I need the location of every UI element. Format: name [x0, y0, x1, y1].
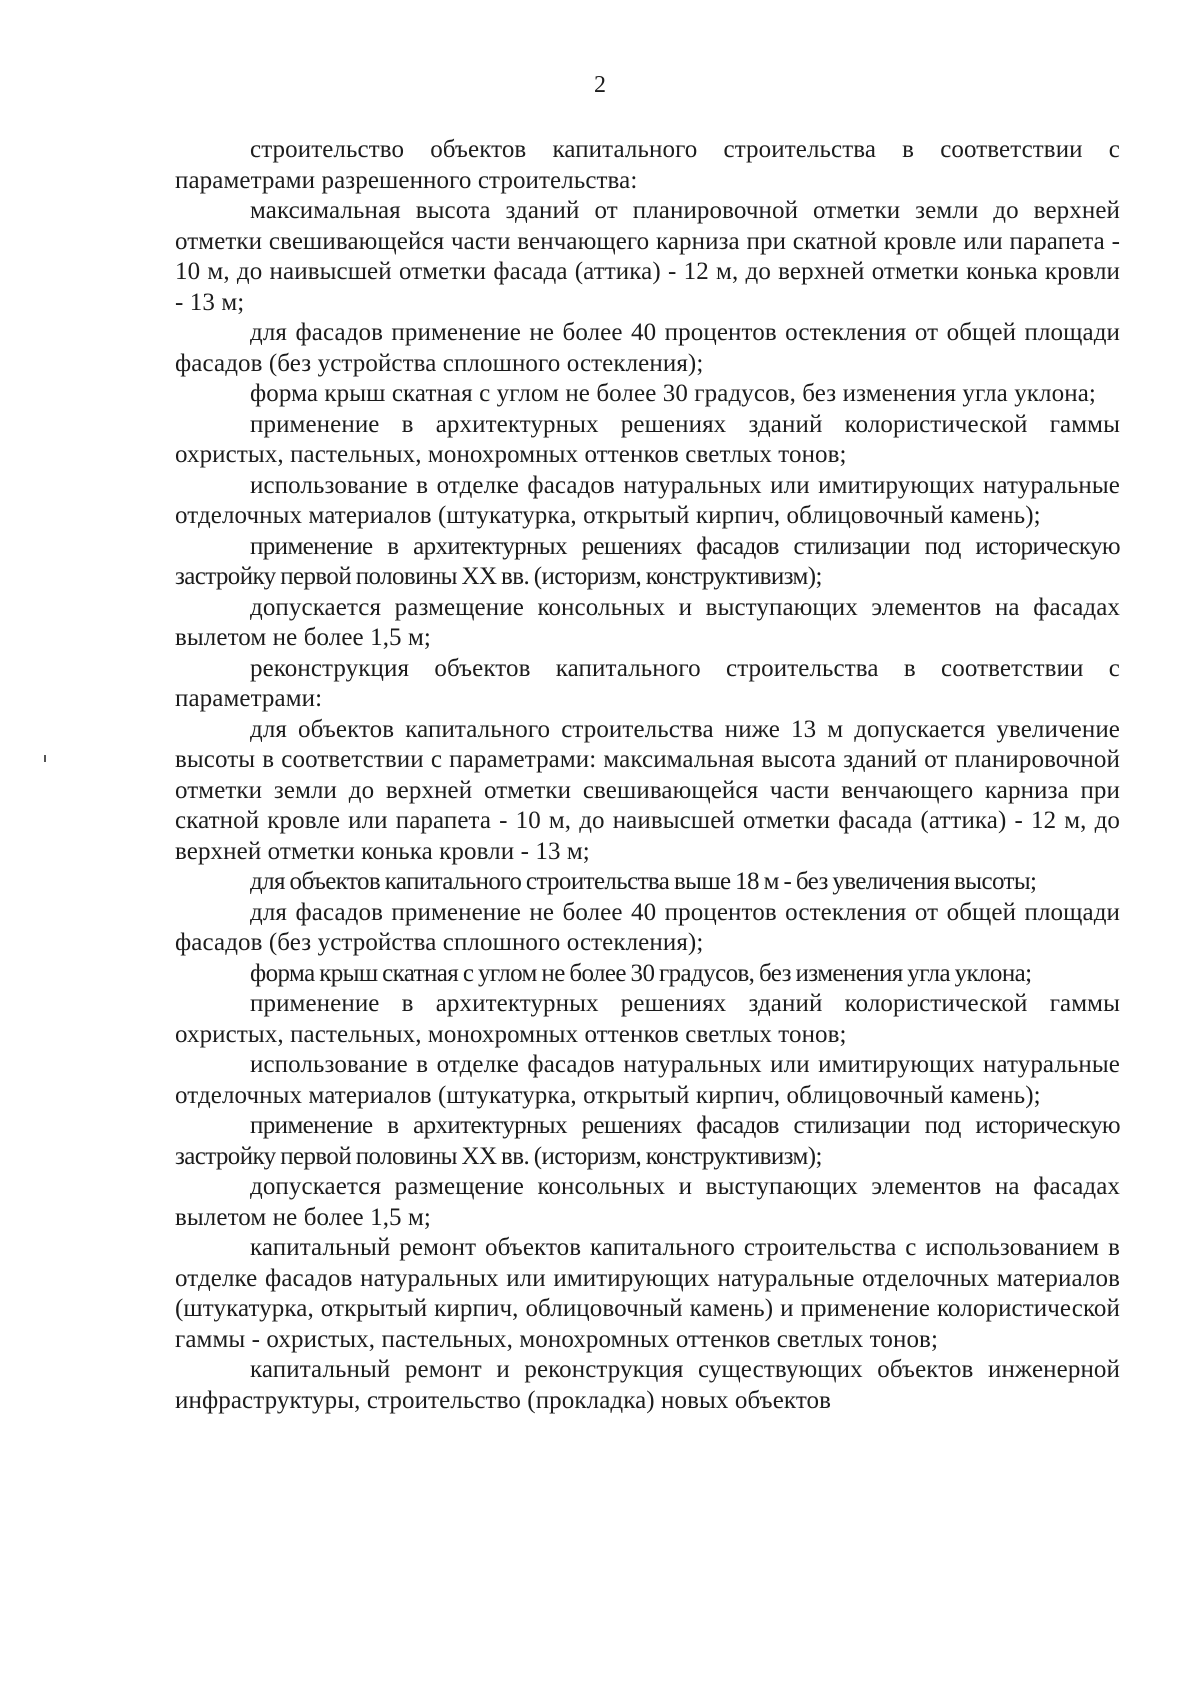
paragraph-height-increase: для объектов капитального строительства ниже 13 м допускается увеличение высоты в соответствии с параметрами: максимальная высота зданий от планировочной отметки земли до верхней отметки свешивающейся части венчающего карниза при скатной кровле или парапета - 10 м, до наивысшей отметки фасада (аттика) - 12 м, до верхней отметки конька кровли - 13 м; — [175, 715, 1120, 865]
document-body — [175, 135, 1120, 1416]
scan-artifact-mark — [44, 755, 46, 762]
paragraph-finishing-materials-reconstruction: использование в отделке фасадов натуральных или имитирующих натуральные отделочных материалов (штукатурка, открытый кирпич, облицовочный камень); — [175, 1051, 1120, 1109]
page-number: 2 — [594, 72, 606, 98]
paragraph-historical-stylization: применение в архитектурных решениях фасадов стилизации под историческую застройку первой половины XX вв. (историзм, конструктивизм); — [175, 532, 1120, 590]
paragraph-above-18m: для объектов капитального строительства выше 18 м - без увеличения высоты; — [250, 868, 1037, 895]
paragraph-capital-repair: капитальный ремонт объектов капитального строительства с использованием в отделке фасадов натуральных или имитирующих натуральные отделочных материалов (штукатурка, открытый кирпич, облицовочный камень) и применение колористической гаммы - охристых, пастельных, монохромных оттенков светлых тонов; — [175, 1234, 1120, 1353]
paragraph-color-scheme: применение в архитектурных решениях зданий колористической гаммы охристых, пастельных, монохромных оттенков светлых тонов; — [175, 410, 1120, 468]
paragraph-glazing-reconstruction: для фасадов применение не более 40 процентов остекления от общей площади фасадов (без устройства сплошного остекления); — [175, 898, 1120, 956]
paragraph-reconstruction-intro: реконструкция объектов капитального строительства в соответствии с параметрами: — [175, 654, 1120, 712]
paragraph-finishing-materials: использование в отделке фасадов натуральных или имитирующих натуральные отделочных материалов (штукатурка, открытый кирпич, облицовочный камень); — [175, 471, 1120, 529]
paragraph-construction-intro: строительство объектов капитального строительства в соответствии с параметрами разрешенного строительства: — [175, 136, 1120, 194]
paragraph-console-elements: допускается размещение консольных и выступающих элементов на фасадах вылетом не более 1,5 м; — [175, 593, 1120, 651]
paragraph-color-scheme-reconstruction: применение в архитектурных решениях зданий колористической гаммы охристых, пастельных, монохромных оттенков светлых тонов; — [175, 990, 1120, 1048]
paragraph-glazing: для фасадов применение не более 40 процентов остекления от общей площади фасадов (без устройства сплошного остекления); — [175, 319, 1120, 377]
paragraph-console-elements-reconstruction: допускается размещение консольных и выступающих элементов на фасадах вылетом не более 1,5 м; — [175, 1173, 1120, 1231]
paragraph-max-height: максимальная высота зданий от планировочной отметки земли до верхней отметки свешивающейся части венчающего карниза при скатной кровле или парапета - 10 м, до наивысшей отметки фасада (аттика) - 12 м, до верхней отметки конька кровли - 13 м; — [175, 197, 1120, 316]
paragraph-historical-stylization-reconstruction: применение в архитектурных решениях фасадов стилизации под историческую застройку первой половины XX вв. (историзм, конструктивизм); — [175, 1112, 1120, 1170]
paragraph-roof-shape: форма крыш скатная с углом не более 30 градусов, без изменения угла уклона; — [250, 380, 1096, 407]
paragraph-engineering-infrastructure: капитальный ремонт и реконструкция существующих объектов инженерной инфраструктуры, строительство (прокладка) новых объектов — [175, 1356, 1120, 1414]
paragraph-roof-shape-reconstruction: форма крыш скатная с углом не более 30 градусов, без изменения угла уклона; — [250, 959, 1032, 987]
